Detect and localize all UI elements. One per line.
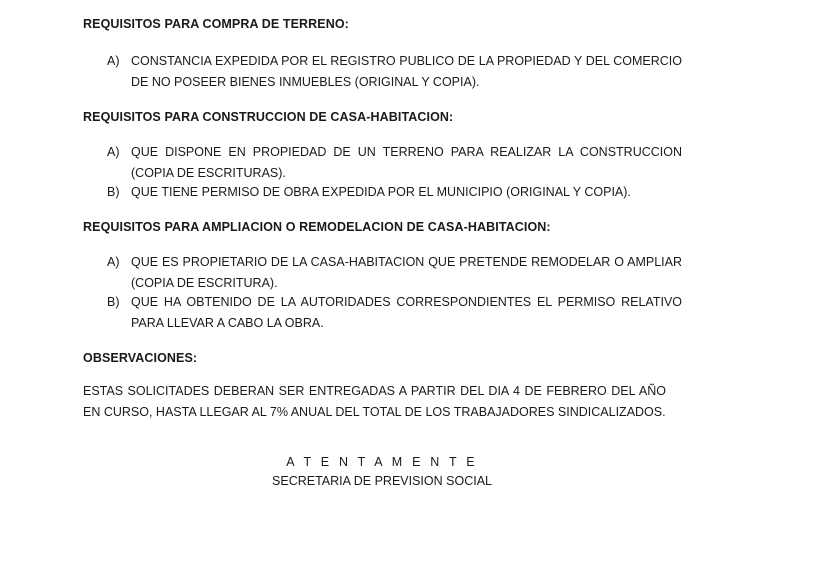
item-text: QUE TIENE PERMISO DE OBRA EXPEDIDA POR EL MUNICIPIO (ORIGINAL Y COPIA). — [131, 185, 631, 199]
item-text: QUE ES PROPIETARIO DE LA CASA-HABITACION QUE PRETENDE REMODELAR O AMPLIAR (COPIA DE ESCRITURA). — [131, 255, 682, 290]
item-text: CONSTANCIA EXPEDIDA POR EL REGISTRO PUBLICO DE LA PROPIEDAD Y DEL COMERCIO DE NO POSEER BIENES INMUEBLES (ORIGINAL Y COPIA). — [131, 54, 682, 89]
list-item-ampliacion-a — [107, 252, 682, 294]
signature-office: SECRETARIA DE PREVISION SOCIAL — [272, 474, 492, 488]
item-marker: B) — [107, 295, 120, 309]
item-marker: A) — [107, 54, 120, 68]
item-text: QUE DISPONE EN PROPIEDAD DE UN TERRENO PARA REALIZAR LA CONSTRUCCION (COPIA DE ESCRITURAS). — [131, 145, 682, 180]
item-marker: A) — [107, 145, 120, 159]
heading-construccion: REQUISITOS PARA CONSTRUCCION DE CASA-HABITACION: — [83, 110, 454, 124]
item-text: QUE HA OBTENIDO DE LA AUTORIDADES CORRESPONDIENTES EL PERMISO RELATIVO PARA LLEVAR A CABO LA OBRA. — [131, 295, 682, 330]
list-item-construccion-b — [107, 182, 682, 203]
list-item-construccion-a — [107, 142, 682, 184]
list-item-ampliacion-b — [107, 292, 682, 334]
signature-closing: A T E N T A M E N T E — [286, 455, 478, 469]
heading-compra-terreno: REQUISITOS PARA COMPRA DE TERRENO: — [83, 17, 349, 31]
item-marker: A) — [107, 255, 120, 269]
observaciones-text: ESTAS SOLICITADES DEBERAN SER ENTREGADAS A PARTIR DEL DIA 4 DE FEBRERO DEL AÑO EN CURSO, HASTA LLEGAR AL 7% ANUAL DEL TOTAL DE LOS TRABAJADORES SINDICALIZADOS. — [83, 384, 666, 419]
item-marker: B) — [107, 185, 120, 199]
heading-ampliacion: REQUISITOS PARA AMPLIACION O REMODELACION DE CASA-HABITACION: — [83, 220, 551, 234]
heading-observaciones: OBSERVACIONES: — [83, 351, 198, 365]
list-item-compra-a — [107, 51, 682, 93]
